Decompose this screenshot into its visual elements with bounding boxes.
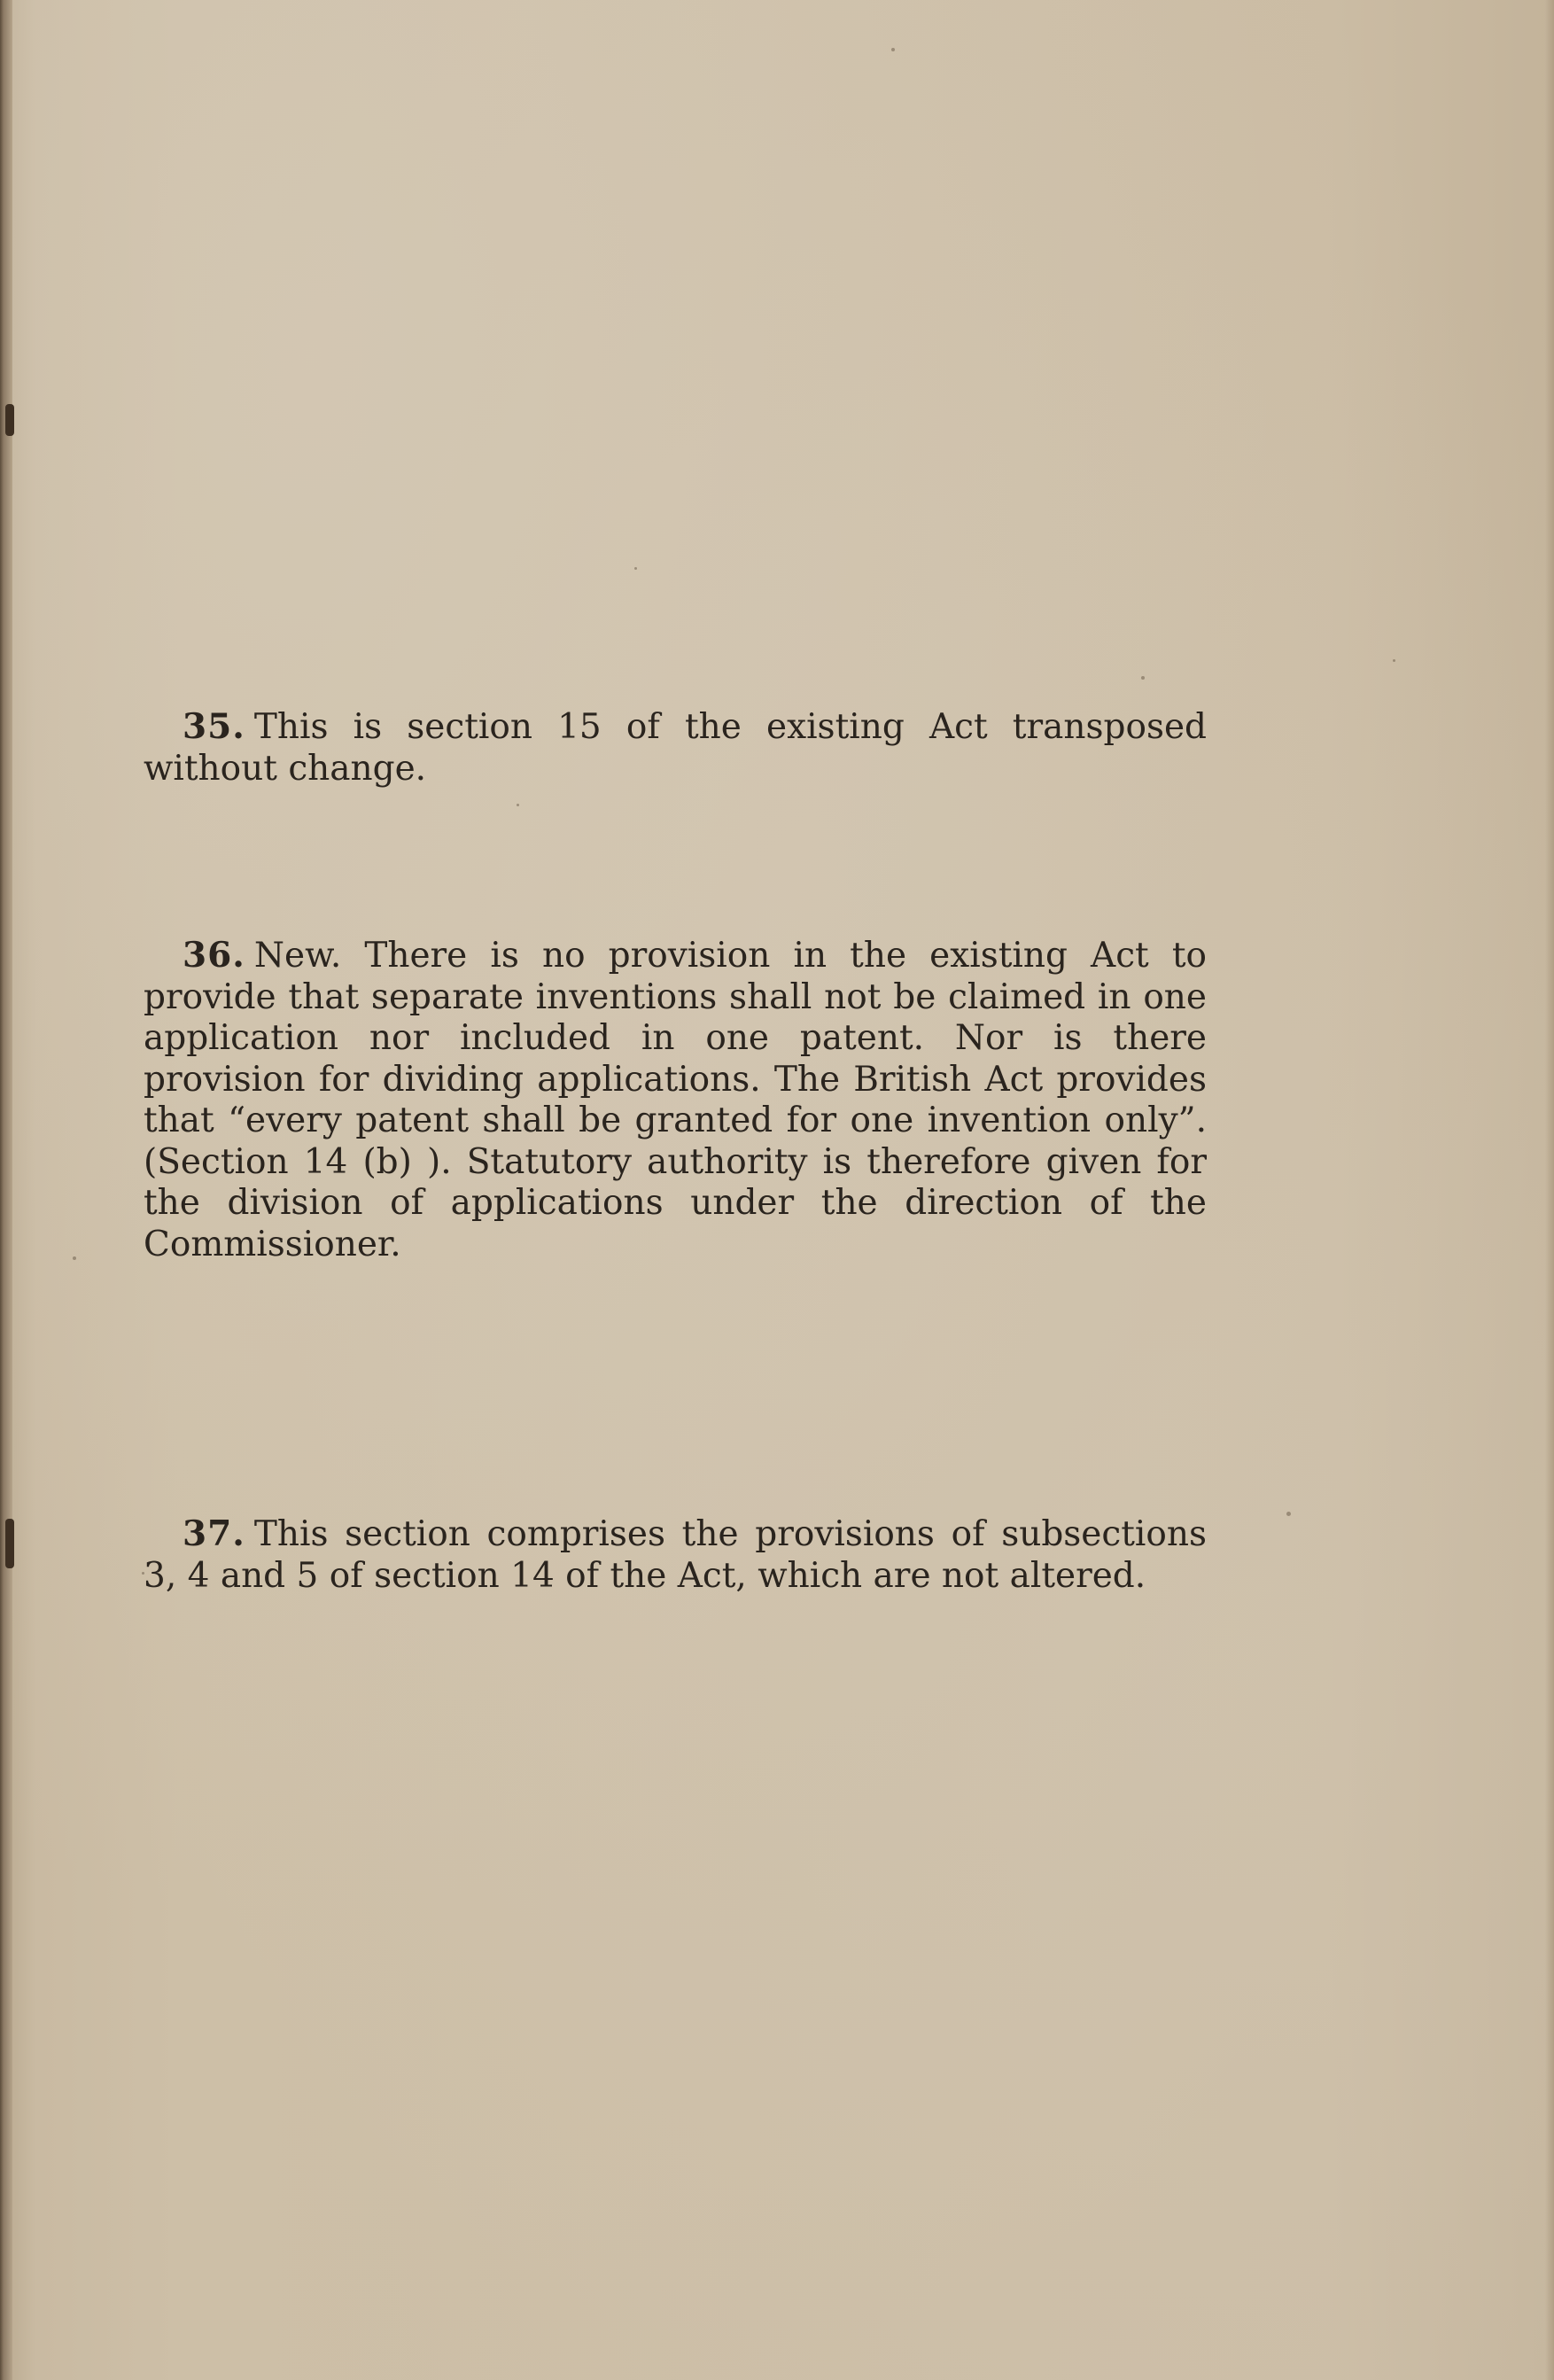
paper-speck	[1286, 1512, 1291, 1516]
page-edge	[1545, 0, 1554, 2380]
paper-speck	[73, 1256, 76, 1260]
section-35-note	[144, 706, 1207, 789]
section-text: New. There is no provision in the existing Act to provide that separate inventions shall not be claimed in one application nor included in one patent. Nor is there provision for dividing applications. The British Act provides that “every patent shall be granted for one invention only”. (Section 14 (b) ). Statutory authority is therefore given for the division of applications under the direction of the Commissioner.	[144, 936, 1207, 1264]
section-36-note	[144, 935, 1207, 1265]
section-text: This is section 15 of the existing Act transposed without change.	[144, 707, 1207, 789]
binding-edge	[0, 0, 12, 2380]
paper-speck	[1141, 676, 1145, 680]
paper-speck	[891, 48, 895, 51]
section-number: 35.	[183, 706, 245, 747]
binding-stitch-mark	[5, 1519, 14, 1568]
section-37-note	[144, 1513, 1207, 1597]
binding-stitch-mark	[5, 404, 14, 436]
section-number: 37.	[183, 1513, 245, 1554]
paper-speck	[517, 804, 519, 806]
paper-speck	[634, 567, 637, 570]
section-text: This section comprises the provisions of subsections 3, 4 and 5 of section 14 of the Act, which are not altered.	[144, 1514, 1207, 1596]
paper-speck	[1393, 659, 1395, 662]
section-number: 36.	[183, 935, 245, 976]
